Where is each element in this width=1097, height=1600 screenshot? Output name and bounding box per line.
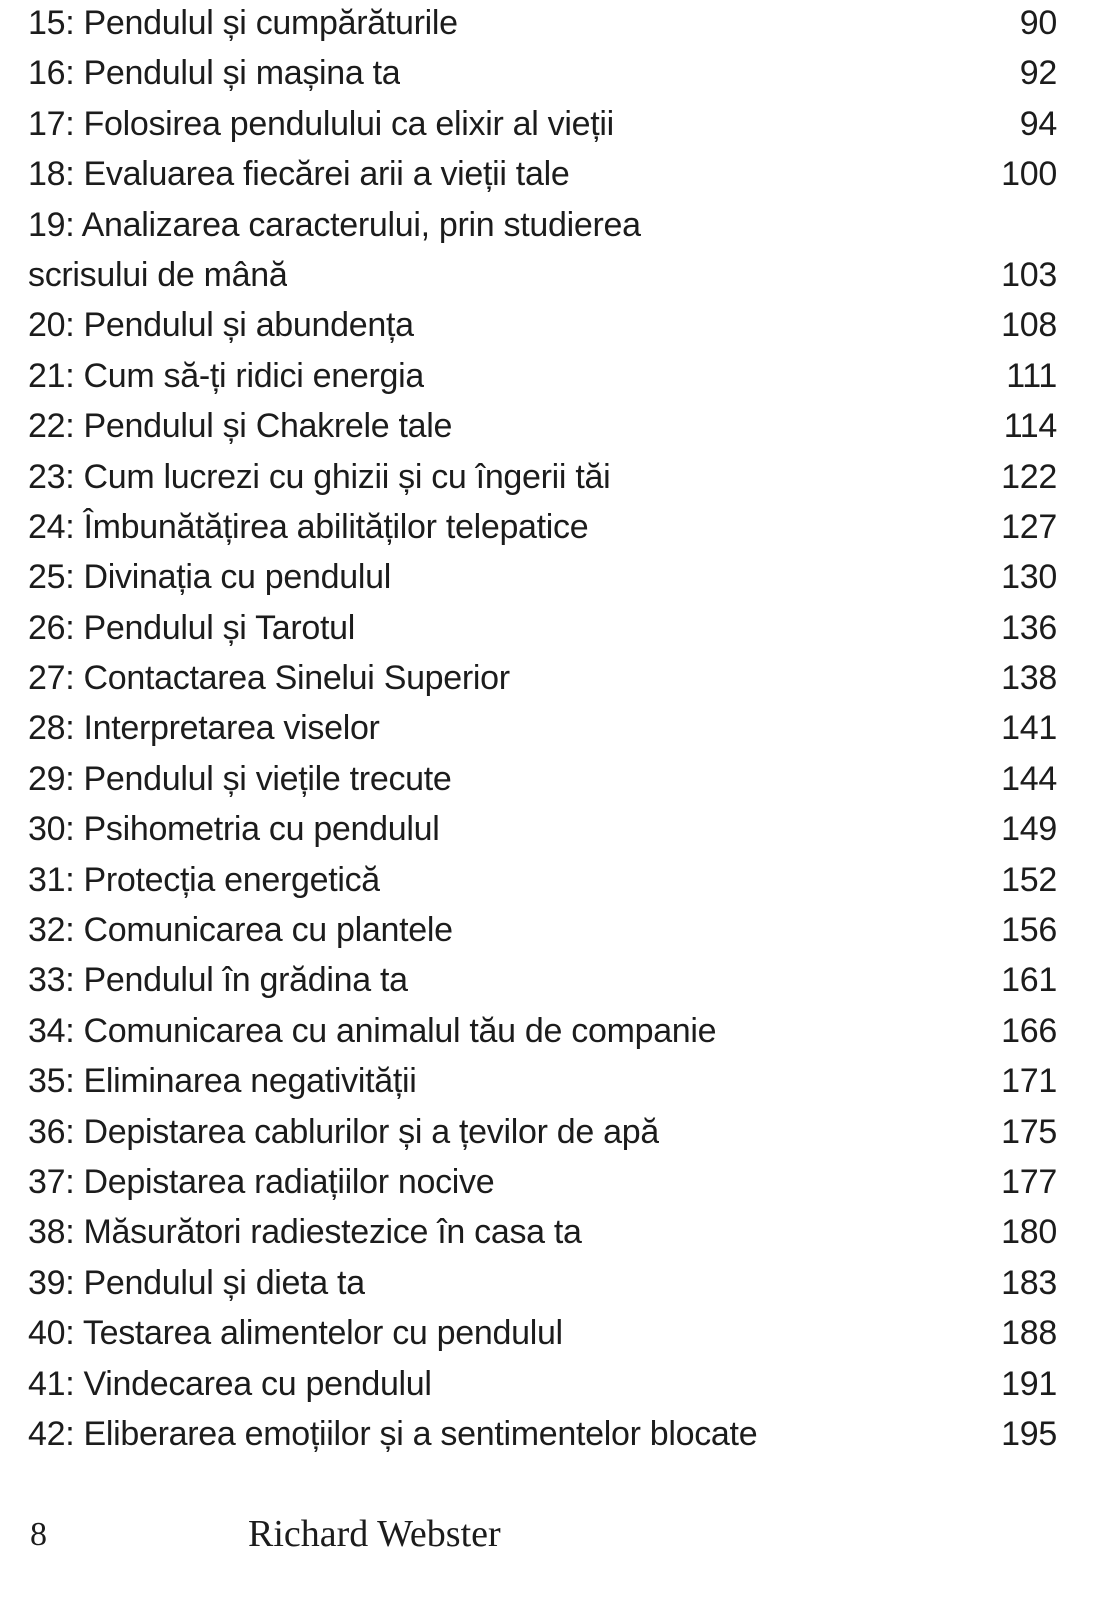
toc-entry-title: 17: Folosirea pendulului ca elixir al vieții (28, 104, 614, 143)
toc-list (28, 4, 1057, 1465)
toc-row (28, 1163, 1057, 1213)
toc-entry-title: 29: Pendulul și viețile trecute (28, 759, 452, 798)
toc-row (28, 961, 1057, 1011)
toc-entry-title: 24: Îmbunătățirea abilităților telepatice (28, 507, 589, 546)
toc-entry-page: 161 (1001, 961, 1057, 1000)
toc-row (28, 54, 1057, 104)
toc-row (28, 206, 1057, 256)
toc-row (28, 1012, 1057, 1062)
toc-entry-page: 136 (1001, 608, 1057, 647)
toc-entry-page: 175 (1001, 1112, 1057, 1151)
toc-entry-title: 32: Comunicarea cu plantele (28, 911, 453, 950)
page-footer (0, 1512, 1097, 1572)
toc-entry-page: 103 (1001, 255, 1057, 294)
toc-entry-page: 130 (1001, 558, 1057, 597)
toc-entry-page: 183 (1001, 1263, 1057, 1302)
toc-entry-title: 40: Testarea alimentelor cu pendulul (28, 1314, 563, 1353)
toc-row (28, 105, 1057, 155)
toc-entry-title: 18: Evaluarea fiecărei arii a vieții tale (28, 155, 570, 194)
toc-row (28, 810, 1057, 860)
toc-entry-title: 16: Pendulul și mașina ta (28, 54, 401, 93)
footer-page-number: 8 (30, 1516, 47, 1553)
toc-entry-page: 111 (1006, 356, 1057, 395)
toc-row (28, 659, 1057, 709)
toc-entry-page: 191 (1001, 1364, 1057, 1403)
toc-row (28, 508, 1057, 558)
toc-entry-title: 34: Comunicarea cu animalul tău de companie (28, 1011, 717, 1050)
toc-entry-page: 171 (1001, 1062, 1057, 1101)
toc-row (28, 1365, 1057, 1415)
toc-entry-page: 92 (1019, 54, 1057, 93)
toc-entry-title: 25: Divinația cu pendulul (28, 558, 391, 597)
toc-row (28, 357, 1057, 407)
toc-entry-title: 33: Pendulul în grădina ta (28, 961, 408, 1000)
toc-entry-title: 41: Vindecarea cu pendulul (28, 1364, 432, 1403)
toc-row (28, 1314, 1057, 1364)
toc-entry-title: 21: Cum să-ți ridici energia (28, 356, 424, 395)
toc-entry-title: 39: Pendulul și dieta ta (28, 1263, 365, 1302)
toc-row (28, 1415, 1057, 1465)
toc-entry-page: 90 (1019, 4, 1057, 42)
toc-row (28, 407, 1057, 457)
toc-entry-page: 108 (1001, 306, 1057, 345)
toc-entry-page: 122 (1001, 457, 1057, 496)
toc-entry-page: 166 (1001, 1011, 1057, 1050)
toc-row (28, 256, 1057, 306)
toc-entry-page: 94 (1019, 104, 1057, 143)
toc-entry-title: 20: Pendulul și abundența (28, 306, 414, 345)
toc-row (28, 911, 1057, 961)
toc-entry-title: 27: Contactarea Sinelui Superior (28, 659, 510, 698)
toc-entry-title: 23: Cum lucrezi cu ghizii și cu îngerii tăi (28, 457, 611, 496)
toc-entry-title: 35: Eliminarea negativității (28, 1062, 417, 1101)
toc-row (28, 609, 1057, 659)
toc-entry-title: 22: Pendulul și Chakrele tale (28, 407, 453, 446)
toc-entry-page: 100 (1001, 155, 1057, 194)
toc-row (28, 1213, 1057, 1263)
toc-entry-title: 15: Pendulul și cumpărăturile (28, 4, 458, 42)
toc-entry-page: 114 (1003, 407, 1057, 446)
toc-entry-title: 30: Psihometria cu pendulul (28, 810, 440, 849)
toc-row (28, 4, 1057, 54)
toc-entry-page: 141 (1001, 709, 1057, 748)
toc-entry-page: 188 (1001, 1314, 1057, 1353)
toc-row (28, 760, 1057, 810)
toc-entry-page: 149 (1001, 810, 1057, 849)
toc-entry-title: 42: Eliberarea emoțiilor și a sentimentelor blocate (28, 1414, 758, 1453)
toc-entry-page: 156 (1001, 911, 1057, 950)
toc-entry-title: 19: Analizarea caracterului, prin studierea (28, 205, 641, 244)
toc-entry-page: 138 (1001, 659, 1057, 698)
toc-entry-title: scrisului de mână (28, 255, 288, 294)
toc-entry-title: 36: Depistarea cablurilor și a țevilor de apă (28, 1112, 659, 1151)
toc-row (28, 861, 1057, 911)
toc-entry-title: 31: Protecția energetică (28, 860, 380, 899)
toc-row (28, 306, 1057, 356)
toc-row (28, 709, 1057, 759)
toc-row (28, 558, 1057, 608)
toc-row (28, 1062, 1057, 1112)
toc-entry-page: 180 (1001, 1213, 1057, 1252)
toc-entry-page: 127 (1001, 507, 1057, 546)
toc-entry-page: 152 (1001, 860, 1057, 899)
toc-entry-title: 26: Pendulul și Tarotul (28, 608, 356, 647)
toc-row (28, 155, 1057, 205)
toc-entry-page: 195 (1001, 1414, 1057, 1453)
footer-running-title: Richard Webster (248, 1513, 501, 1555)
toc-entry-title: 38: Măsurători radiestezice în casa ta (28, 1213, 582, 1252)
toc-row (28, 1264, 1057, 1314)
toc-entry-title: 37: Depistarea radiațiilor nocive (28, 1162, 495, 1201)
toc-row (28, 458, 1057, 508)
toc-entry-title: 28: Interpretarea viselor (28, 709, 380, 748)
toc-entry-page: 144 (1001, 759, 1057, 798)
toc-entry-page: 177 (1001, 1162, 1057, 1201)
toc-row (28, 1113, 1057, 1163)
